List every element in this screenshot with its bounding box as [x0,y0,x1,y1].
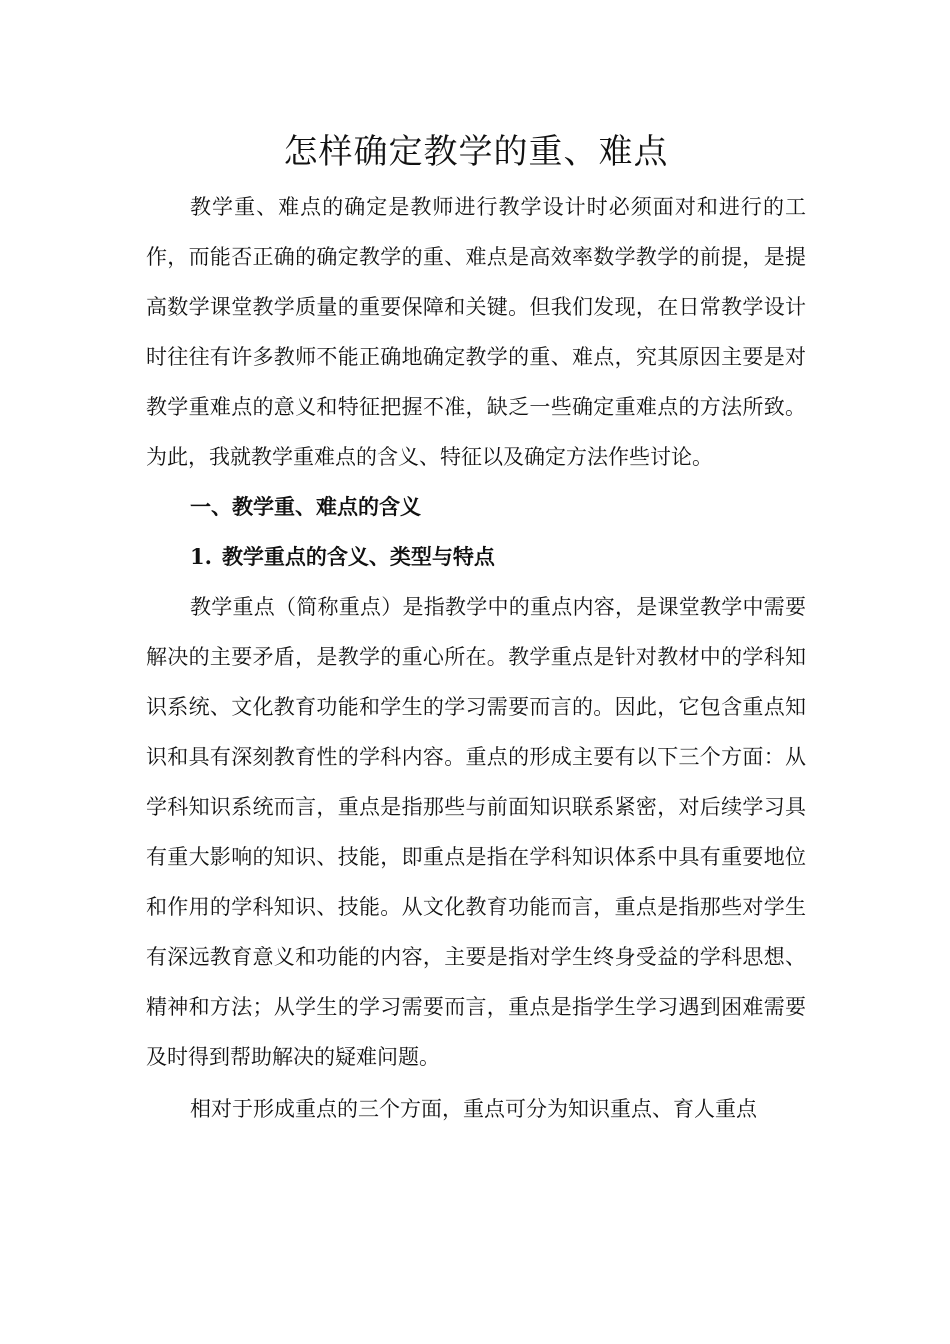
subsection-number: 1. [190,544,212,569]
section-heading-text: 一、教学重、难点的含义 [190,495,421,519]
subsection-heading [146,532,806,582]
subsection-heading-text: 教学重点的含义、类型与特点 [221,545,495,569]
document-body [146,128,806,1134]
body-paragraph: 教学重点（简称重点）是指教学中的重点内容，是课堂教学中需要解决的主要矛盾，是教学的重心所在。教学重点是针对教材中的学科知识系统、文化教育功能和学生的学习需要而言的。因此，它包含重点知识和具有深刻教育性的学科内容。重点的形成主要有以下三个方面：从学科知识系统而言，重点是指那些与前面知识联系紧密，对后续学习具有重大影响的知识、技能，即重点是指在学科知识体系中具有重要地位和作用的学科知识、技能。从文化教育功能而言，重点是指那些对学生有深远教育意义和功能的内容，主要是指对学生终身受益的学科思想、精神和方法；从学生的学习需要而言，重点是指学生学习遇到困难需要及时得到帮助解决的疑难问题。 [146,595,806,1069]
intro-paragraph: 教学重、难点的确定是教师进行教学设计时必须面对和进行的工作，而能否正确的确定教学的重、难点是高效率数学教学的前提，是提高数学课堂教学质量的重要保障和关键。但我们发现，在日常教学设计时往往有许多教师不能正确地确定教学的重、难点，究其原因主要是对教学重难点的意义和特征把握不准，缺乏一些确定重难点的方法所致。为此，我就教学重难点的含义、特征以及确定方法作些讨论。 [146,195,806,469]
section-heading [146,482,806,532]
body-paragraph-continued: 相对于形成重点的三个方面，重点可分为知识重点、育人重点 [190,1097,757,1121]
document-title: 怎样确定教学的重、难点 [283,132,669,172]
